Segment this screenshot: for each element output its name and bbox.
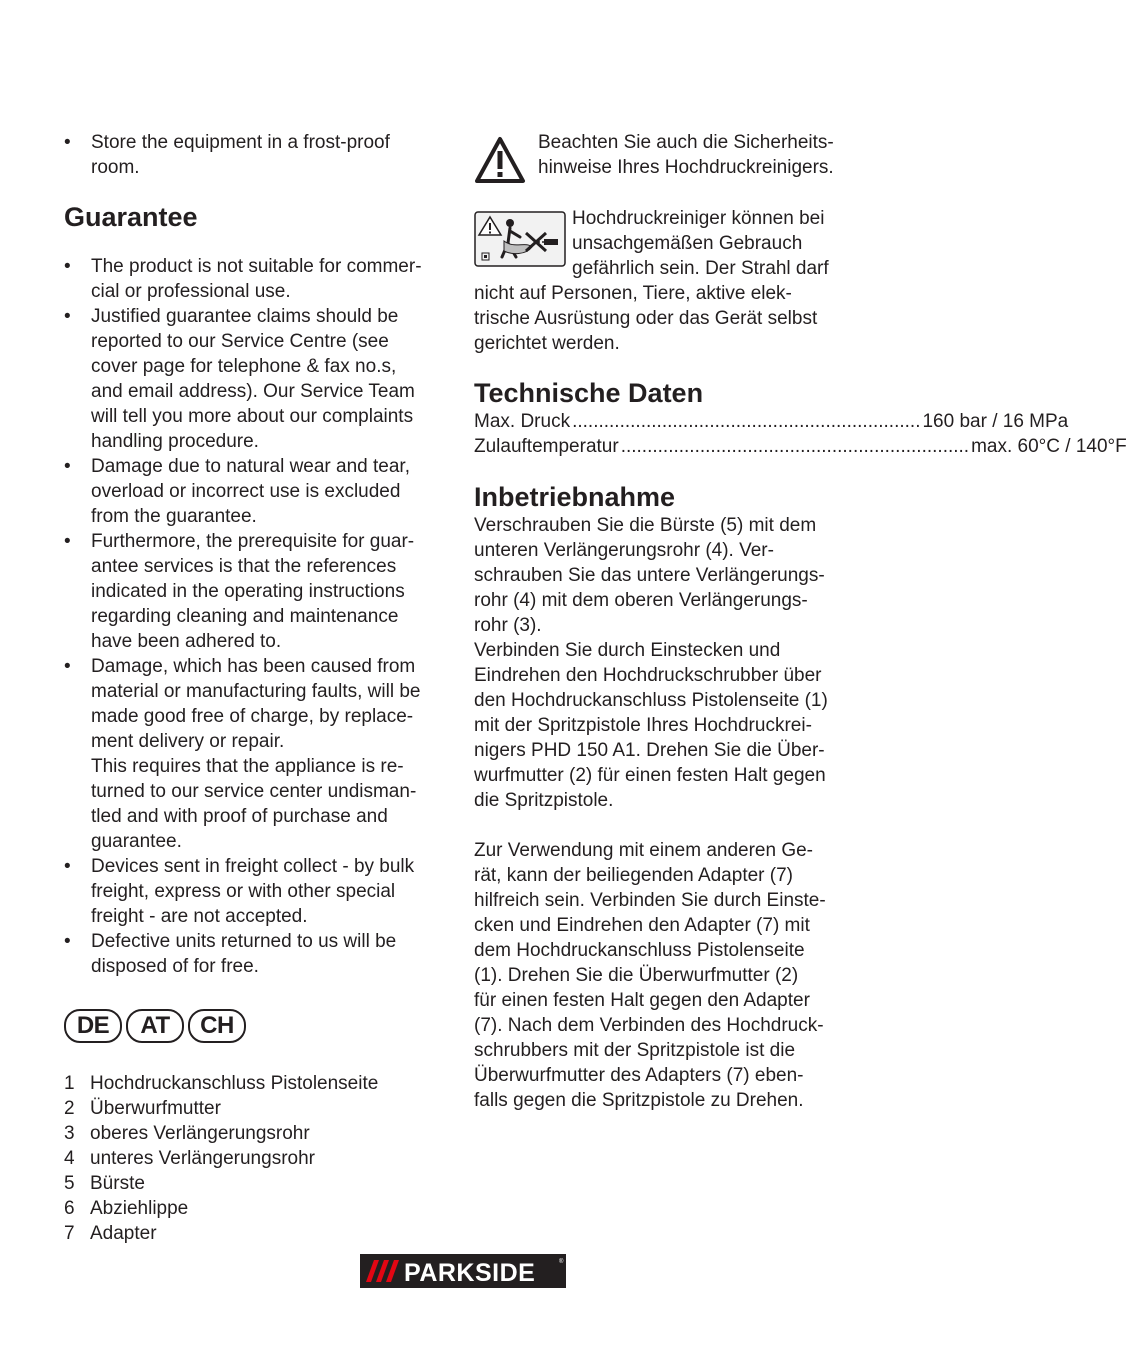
list-item bbox=[64, 1121, 452, 1146]
part-number: 3 bbox=[64, 1123, 75, 1144]
list-item: • Justified guarantee claims should be reported to our Service Centre (see cover page for telephone & fax no.s, and email address). Our Service Team will tell you more about our complaints handling procedure. bbox=[64, 304, 452, 454]
part-label: Hochdruckanschluss Pistolenseite bbox=[90, 1073, 379, 1094]
part-label: Adapter bbox=[90, 1223, 157, 1244]
list-item bbox=[64, 1096, 452, 1121]
left-column bbox=[64, 130, 452, 1246]
list-item bbox=[64, 1196, 452, 1221]
list-item bbox=[64, 1146, 452, 1171]
list-item: • The product is not suitable for commer- cial or professional use. bbox=[64, 254, 452, 304]
warning-triangle-icon bbox=[474, 136, 526, 184]
list-item bbox=[64, 1171, 452, 1196]
startup-paragraph-1: Verschrauben Sie die Bürste (5) mit dem unteren Verlängerungsrohr (4). Ver- schrauben Sie das untere Verlängerungs- rohr (4) mit dem oberen Verlängerungs- rohr (3). Verbinden Sie durch Einstecken und Eindrehen den Hochdruckschrubber über den Hochdruckanschluss Pistolenseite (1) mit der Spritzpistole Ihres Hochdruckrei- nigers PHD 150 A1. Drehen Sie die Über- wurfmutter (2) für einen festen Halt gegen die Spritzpistole. bbox=[474, 515, 828, 811]
list-item: • Damage due to natural wear and tear, overload or incorrect use is excluded from the guarantee. bbox=[64, 454, 452, 529]
part-label: oberes Verlängerungsrohr bbox=[90, 1123, 310, 1144]
svg-text:®: ® bbox=[559, 1259, 564, 1265]
tech-row-temperature bbox=[474, 434, 1127, 459]
part-number: 1 bbox=[64, 1073, 75, 1094]
part-label: Überwurfmutter bbox=[90, 1098, 221, 1119]
tech-value: max. 60°C / 140°F bbox=[971, 436, 1127, 457]
parkside-logo bbox=[360, 1254, 566, 1288]
part-label: Abziehlippe bbox=[90, 1198, 189, 1219]
dot-leader: .................................................................. bbox=[572, 411, 921, 432]
list-item: • Store the equipment in a frost-proof room. bbox=[64, 130, 452, 180]
part-number: 2 bbox=[64, 1098, 75, 1119]
part-number: 6 bbox=[64, 1198, 75, 1219]
part-number: 7 bbox=[64, 1223, 75, 1244]
tech-row-pressure bbox=[474, 409, 1069, 434]
list-item bbox=[64, 1071, 452, 1096]
startup-heading: Inbetriebnahme bbox=[474, 482, 676, 512]
safety-note-text: Beachten Sie auch die Sicherheits- hinweise Ihres Hochdruckreinigers. bbox=[538, 132, 834, 178]
part-label: unteres Verlängerungsrohr bbox=[90, 1148, 315, 1169]
country-badge-de: DE bbox=[64, 1009, 122, 1043]
tech-value: 160 bar / 16 MPa bbox=[922, 411, 1069, 432]
guarantee-bullet-list bbox=[64, 254, 452, 979]
tech-label: Zulauftemperatur bbox=[474, 436, 619, 457]
jet-warning-top bbox=[474, 209, 874, 281]
dot-leader: .................................................................. bbox=[620, 436, 970, 457]
intro-bullet-list bbox=[64, 130, 452, 180]
guarantee-heading: Guarantee bbox=[64, 202, 198, 232]
right-column bbox=[474, 130, 1127, 1113]
tech-data-heading: Technische Daten bbox=[474, 378, 704, 408]
logo-wordmark: PARKSIDE bbox=[404, 1259, 536, 1287]
startup-paragraph-2: Zur Verwendung mit einem anderen Ge- rät, kann der beiliegenden Adapter (7) hilfreich sein. Verbinden Sie durch Einste- cken und Eindrehen den Adapter (7) mit dem Hochdruckanschluss Pistolenseite (1). Drehen Sie die Überwurfmutter (2) für einen festen Halt gegen den Adapter (7). Nach dem Verbinden des Hochdruck- schrubbers mit der Spritzpistole ist die Überwurfmutter des Adapters (7) eben- falls gegen die Spritzpistole zu Drehen. bbox=[474, 840, 826, 1111]
parkside-logo-icon bbox=[360, 1254, 566, 1288]
list-item: • Furthermore, the prerequisite for guar- antee services is that the references indicated in the operating instructions regarding cleaning and maintenance have been adhered to. bbox=[64, 529, 452, 654]
tech-label: Max. Druck bbox=[474, 411, 571, 432]
jet-warning-text: nicht auf Personen, Tiere, aktive elek- trische Ausrüstung oder das Gerät selbst gerichtet werden. bbox=[474, 283, 818, 354]
country-badge-at: AT bbox=[126, 1009, 184, 1043]
list-item: • Defective units returned to us will be disposed of for free. bbox=[64, 929, 452, 979]
part-number: 5 bbox=[64, 1173, 75, 1194]
list-item bbox=[64, 1221, 452, 1246]
list-item: • Devices sent in freight collect - by bulk freight, express or with other special freight - are not accepted. bbox=[64, 854, 452, 929]
safety-note bbox=[474, 134, 874, 184]
country-badges bbox=[64, 1009, 452, 1043]
country-badge-ch: CH bbox=[188, 1009, 246, 1043]
part-number: 4 bbox=[64, 1148, 75, 1169]
part-label: Bürste bbox=[90, 1173, 145, 1194]
list-item: • Damage, which has been caused from material or manufacturing faults, will be made good free of charge, by replace- ment delivery or repair. This requires that the appliance is re- turned to our service center undisman- tled and with proof of purchase and guarantee. bbox=[64, 654, 452, 854]
jet-warning-side-text: Hochdruckreiniger können bei unsachgemäßen Gebrauch gefährlich sein. Der Strahl darf bbox=[572, 208, 829, 279]
jet-warning bbox=[474, 209, 874, 356]
jet-hazard-pictogram-icon bbox=[474, 211, 566, 267]
parts-list bbox=[64, 1071, 452, 1246]
